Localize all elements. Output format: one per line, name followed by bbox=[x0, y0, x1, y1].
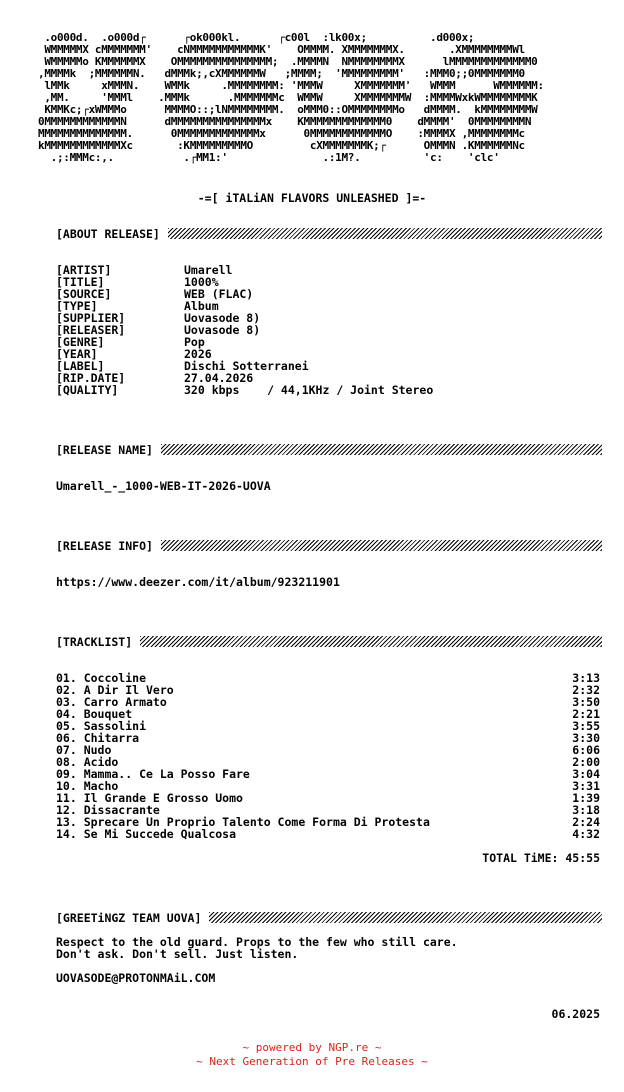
about-value: WEB (FLAC) bbox=[184, 287, 254, 301]
track-title: 03. Carro Armato bbox=[56, 695, 167, 709]
about-row bbox=[56, 336, 433, 348]
about-key: [TITLE] bbox=[56, 275, 105, 289]
about-key: [GENRE] bbox=[56, 335, 105, 349]
track-duration: 3:04 bbox=[572, 767, 600, 781]
track-row bbox=[56, 744, 600, 756]
about-value: Uovasode 8) bbox=[184, 323, 261, 337]
tagline: -=[ iTALiAN FLAVORS UNLEASHED ]=- bbox=[197, 191, 427, 205]
ascii-art-logo: .o000d. .o000d┌ ┌ok000kl. ┌c00l :lk00x; .d000x; WMMMMMX cMMMMMMM' cNMMMMMMMMMMMK' OMMMM. XMMMMMMMX. .XMMMMMMMMWl WMMMMMo KMMMMMMX OMMMMMMMMMMMMMMM; .MMMMN NMMMMMMMMX lMMMMMMMMMMMMM0 ,MMMMk ;MMMMMMN. dMMMk;,cXMMMMMMW ;MMMM; 'MMMMMMMMM' :MMM0;;0MMMMMMM0 lMMk xMMMN. WMMk .MMMMMMMM: 'MMMW XMMMMMMM' WMMM WMMMMMM: ,MM. 'MMMl .MMMk .MMMMMMMc WMMW XMMMMMMMW :MMMMWxkWMMMMMMMMK KMMKc;┌xWMMMo MMMMO::;lNMMMMMMMM. oMMM0::OMMMMMMMMo dMMMM. kMMMMMMMMW 0MMMMMMMMMMMMN dMMMMMMMMMMMMMMMx KMMMMMMMMMMMMM0 dMMMM' 0MMMMMMMMN MMMMMMMMMMMMMM. 0MMMMMMMMMMMMMx 0MMMMMMMMMMMMO :MMMMX ,MMMMMMMMc kMMMMMMMMMMMMXc :KMMMMMMMMMO cXMMMMMMMK;┌ OMMMN .KMMMMMMNc .;:MMMc:,. .┌MM1:' .:1M?. 'c: 'clc' bbox=[38, 31, 544, 164]
track-duration: 3:18 bbox=[572, 803, 600, 817]
track-duration: 2:00 bbox=[572, 755, 600, 769]
section-divider-bar bbox=[209, 912, 602, 923]
about-value: Uovasode 8) bbox=[184, 311, 261, 325]
total-time: TOTAL TiME: 45:55 bbox=[482, 851, 600, 865]
section-title: [TRACKLIST] bbox=[56, 634, 133, 649]
section-title: [GREETiNGZ TEAM UOVA] bbox=[56, 910, 202, 925]
track-title: 13. Sprecare Un Proprio Talento Come Forma Di Protesta bbox=[56, 815, 430, 829]
track-title: 06. Chitarra bbox=[56, 731, 140, 745]
track-duration: 6:06 bbox=[572, 743, 600, 757]
track-duration: 4:32 bbox=[572, 827, 600, 841]
track-title: 08. Acido bbox=[56, 755, 119, 769]
section-title: [ABOUT RELEASE] bbox=[56, 226, 160, 241]
section-title: [RELEASE INFO] bbox=[56, 538, 153, 553]
release-name: Umarell_-_1000-WEB-IT-2026-UOVA bbox=[56, 479, 271, 493]
section-divider-bar bbox=[161, 444, 602, 455]
footer-tagline: ~ Next Generation of Pre Releases ~ bbox=[196, 1055, 428, 1068]
track-title: 05. Sassolini bbox=[56, 719, 147, 733]
track-title: 07. Nudo bbox=[56, 743, 112, 757]
track-title: 14. Se Mi Succede Qualcosa bbox=[56, 827, 237, 841]
about-row bbox=[56, 384, 433, 396]
track-duration: 2:21 bbox=[572, 707, 600, 721]
section-header-release-info bbox=[56, 539, 602, 552]
contact-email[interactable]: UOVASODE@PROTONMAiL.COM bbox=[56, 971, 216, 985]
about-row bbox=[56, 324, 433, 336]
about-value: Dischi Sotterranei bbox=[184, 359, 309, 373]
track-duration: 2:24 bbox=[572, 815, 600, 829]
track-duration: 3:55 bbox=[572, 719, 600, 733]
track-title: 10. Macho bbox=[56, 779, 119, 793]
track-duration: 3:13 bbox=[572, 671, 600, 685]
about-value: Album bbox=[184, 299, 219, 313]
section-header-release-name bbox=[56, 443, 602, 456]
about-key: [RIP.DATE] bbox=[56, 371, 126, 385]
track-title: 09. Mamma.. Ce La Posso Fare bbox=[56, 767, 250, 781]
greetings-line-1: Respect to the old guard. Props to the few who still care. bbox=[56, 935, 458, 949]
section-divider-bar bbox=[140, 636, 602, 647]
section-header-about bbox=[56, 227, 602, 240]
about-row bbox=[56, 288, 433, 300]
track-duration: 1:39 bbox=[572, 791, 600, 805]
about-value: 320 kbps / 44,1KHz / Joint Stereo bbox=[184, 383, 434, 397]
about-value: 1000% bbox=[184, 275, 219, 289]
release-info-link[interactable]: https://www.deezer.com/it/album/923211901 bbox=[56, 575, 340, 589]
track-title: 11. Il Grande E Grosso Uomo bbox=[56, 791, 243, 805]
track-duration: 3:50 bbox=[572, 695, 600, 709]
nfo-date: 06.2025 bbox=[551, 1007, 600, 1021]
about-key: [YEAR] bbox=[56, 347, 98, 361]
about-key: [SOURCE] bbox=[56, 287, 112, 301]
about-value: Umarell bbox=[184, 263, 233, 277]
about-row bbox=[56, 264, 433, 276]
about-key: [RELEASER] bbox=[56, 323, 126, 337]
about-key: [TYPE] bbox=[56, 299, 98, 313]
track-duration: 3:31 bbox=[572, 779, 600, 793]
section-title: [RELEASE NAME] bbox=[56, 442, 153, 457]
track-list bbox=[56, 672, 600, 840]
track-title: 01. Coccoline bbox=[56, 671, 147, 685]
footer-powered-by[interactable]: ~ powered by NGP.re ~ bbox=[242, 1041, 382, 1054]
about-key: [LABEL] bbox=[56, 359, 105, 373]
track-row bbox=[56, 768, 600, 780]
track-row bbox=[56, 828, 600, 840]
about-value: 27.04.2026 bbox=[184, 371, 254, 385]
about-key: [ARTIST] bbox=[56, 263, 112, 277]
greetings-line-2: Don't ask. Don't sell. Just listen. bbox=[56, 947, 299, 961]
track-title: 04. Bouquet bbox=[56, 707, 133, 721]
about-key: [QUALITY] bbox=[56, 383, 119, 397]
section-header-tracklist bbox=[56, 635, 602, 648]
track-row bbox=[56, 732, 600, 744]
section-divider-bar bbox=[161, 540, 602, 551]
section-header-greetings bbox=[56, 911, 602, 924]
track-title: 12. Dissacrante bbox=[56, 803, 160, 817]
about-key: [SUPPLIER] bbox=[56, 311, 126, 325]
track-duration: 3:30 bbox=[572, 731, 600, 745]
track-title: 02. A Dir Il Vero bbox=[56, 683, 174, 697]
about-value: 2026 bbox=[184, 347, 212, 361]
track-duration: 2:32 bbox=[572, 683, 600, 697]
about-release-list bbox=[56, 264, 433, 396]
section-divider-bar bbox=[168, 228, 602, 239]
about-value: Pop bbox=[184, 335, 205, 349]
track-row bbox=[56, 696, 600, 708]
